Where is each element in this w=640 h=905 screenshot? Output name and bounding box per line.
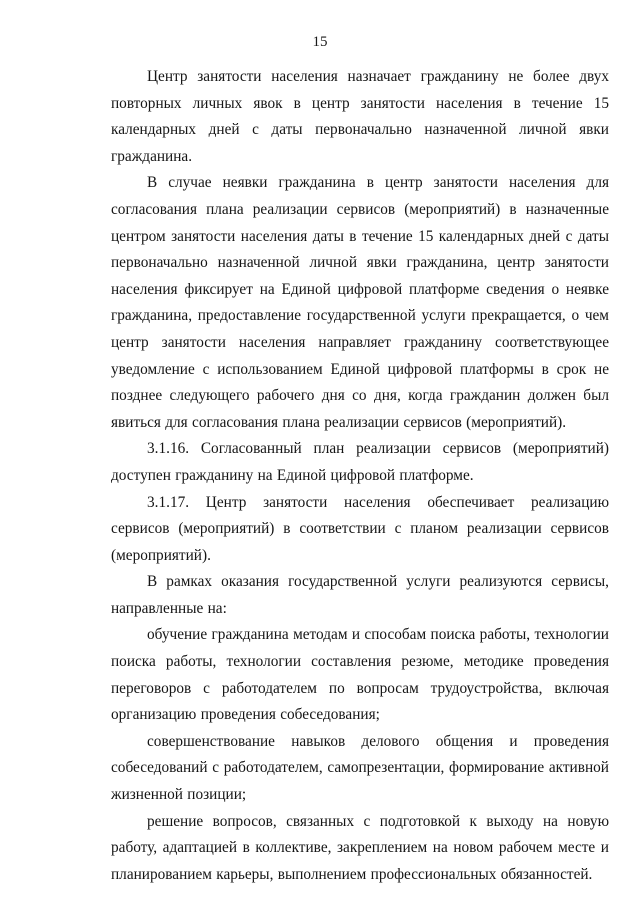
list-item-new-job-adaptation: решение вопросов, связанных с подготовкой к выходу на новую работу, адаптацией в коллективе, закреплением на новом рабочем месте и планированием карьеры, выполнением профессиональных обязанностей. — [111, 812, 609, 883]
paragraph-no-show: В случае неявки гражданина в центр занятости населения для согласования плана реализации сервисов (мероприятий) в назначенные центром занятости населения даты в течение 15 календарных дней с даты первоначально назначенной личной явки гражданина, центр занятости населения фиксирует на Единой цифровой платформе сведения о неявке гражданина, предоставление государственной услуги прекращается, о чем центр занятости населения направляет гражданину соответствующее уведомление с использованием Единой цифровой платформы в срок не позднее следующего рабочего дня со дня, когда гражданин должен был явиться для согласования плана реализации сервисов (мероприятий). — [111, 174, 609, 431]
paragraph-3-1-16: 3.1.16. Согласованный план реализации сервисов (мероприятий) доступен гражданину на Единой цифровой платформе. — [111, 440, 609, 484]
page-number: 15 — [312, 34, 328, 50]
list-item-job-search-training: обучение гражданина методам и способам поиска работы, технологии поиска работы, технологии составления резюме, методике проведения переговоров с работодателем по вопросам трудоустройства, включая организацию проведения собеседования; — [111, 626, 609, 724]
paragraph-services-intro: В рамках оказания государственной услуги реализуются сервисы, направленные на: — [111, 573, 609, 617]
paragraph-repeat-visits: Центр занятости населения назначает гражданину не более двух повторных личных явок в центр занятости населения в течение 15 календарных дней с даты первоначально назначенной личной явки гражданина. — [111, 68, 609, 165]
document-body — [111, 64, 609, 888]
paragraph-3-1-17: 3.1.17. Центр занятости населения обеспечивает реализацию сервисов (мероприятий) в соответствии с планом реализации сервисов (мероприятий). — [111, 493, 609, 564]
list-item-communication-skills: совершенствование навыков делового общения и проведения собеседований с работодателем, самопрезентации, формирование активной жизненной позиции; — [111, 732, 609, 804]
